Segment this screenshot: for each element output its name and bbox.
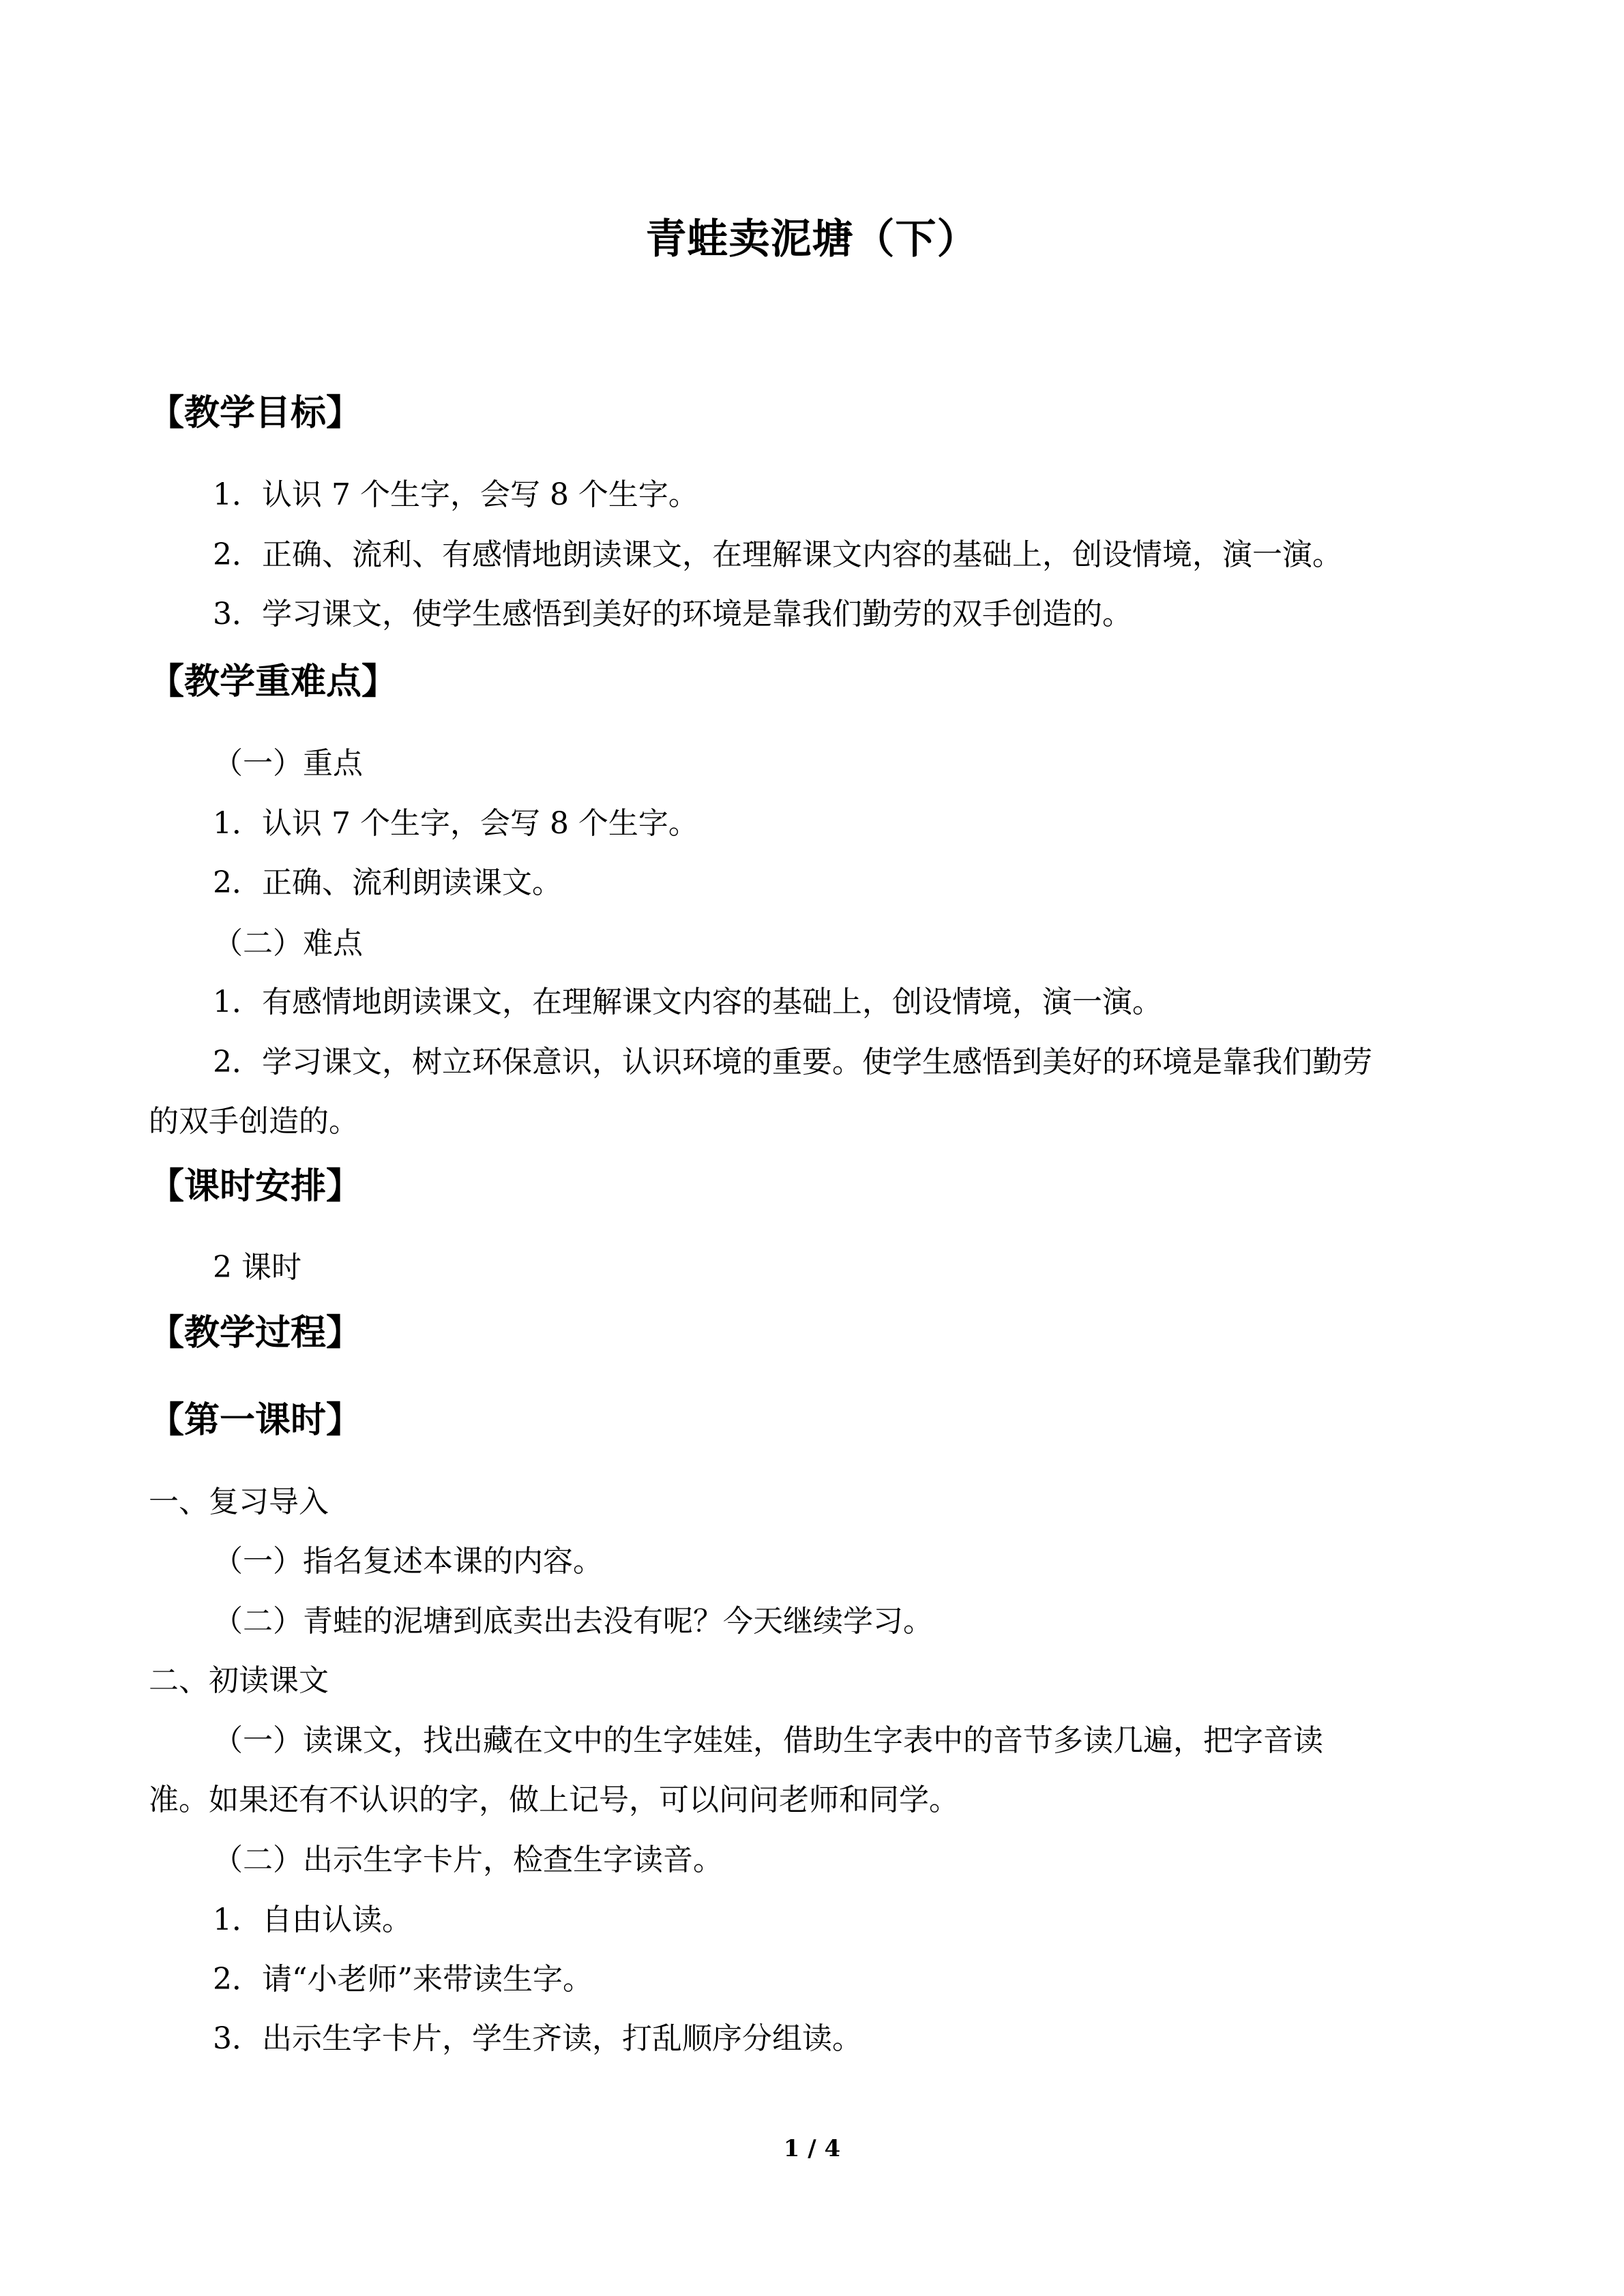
- section-item: （二）出示生字卡片，检查生字读音。: [213, 1843, 723, 1877]
- section-subitem: 3．出示生字卡片，学生齐读，打乱顺序分组读。: [213, 2021, 862, 2056]
- heading-teaching-goals: 【教学目标】: [149, 393, 362, 434]
- schedule-text: 2 课时: [213, 1250, 301, 1285]
- document-title: 青蛙卖泥塘（下）: [645, 215, 979, 263]
- difficulty-item-continuation: 的双手创造的。: [149, 1104, 359, 1139]
- section-subitem: 1．自由认读。: [213, 1903, 412, 1937]
- goal-item: 2．正确、流利、有感情地朗读课文，在理解课文内容的基础上，创设情境，演一演。: [213, 537, 1342, 572]
- difficulty-item: 1．有感情地朗读课文，在理解课文内容的基础上，创设情境，演一演。: [213, 985, 1162, 1019]
- goal-item: 3．学习课文，使学生感悟到美好的环境是靠我们勤劳的双手创造的。: [213, 597, 1132, 631]
- heading-key-difficult-points: 【教学重难点】: [149, 661, 398, 702]
- heading-teaching-process: 【教学过程】: [149, 1313, 362, 1354]
- section-item: （一）读课文，找出藏在文中的生字娃娃，借助生字表中的音节多读几遍，把字音读: [213, 1723, 1323, 1758]
- heading-class-schedule: 【课时安排】: [149, 1166, 362, 1207]
- focus-label: （一）重点: [213, 746, 363, 781]
- heading-first-lesson: 【第一课时】: [149, 1400, 362, 1441]
- difficulty-item: 2．学习课文，树立环保意识，认识环境的重要。使学生感悟到美好的环境是靠我们勤劳: [213, 1045, 1372, 1079]
- page-number: 1 / 4: [783, 2135, 841, 2162]
- section-title: 二、初读课文: [149, 1663, 329, 1698]
- section-item-continuation: 准。如果还有不认识的字，做上记号，可以问问老师和同学。: [149, 1783, 959, 1817]
- difficulty-label: （二）难点: [213, 926, 363, 961]
- section-item: （二）青蛙的泥塘到底卖出去没有呢？今天继续学习。: [213, 1604, 933, 1639]
- section-subitem: 2．请“小老师”来带读生字。: [213, 1962, 593, 1997]
- section-item: （一）指名复述本课的内容。: [213, 1544, 603, 1579]
- goal-item: 1．认识 7 个生字，会写 8 个生字。: [213, 477, 698, 512]
- focus-item: 1．认识 7 个生字，会写 8 个生字。: [213, 806, 698, 841]
- focus-item: 2．正确、流利朗读课文。: [213, 865, 562, 900]
- section-title: 一、复习导入: [149, 1485, 329, 1519]
